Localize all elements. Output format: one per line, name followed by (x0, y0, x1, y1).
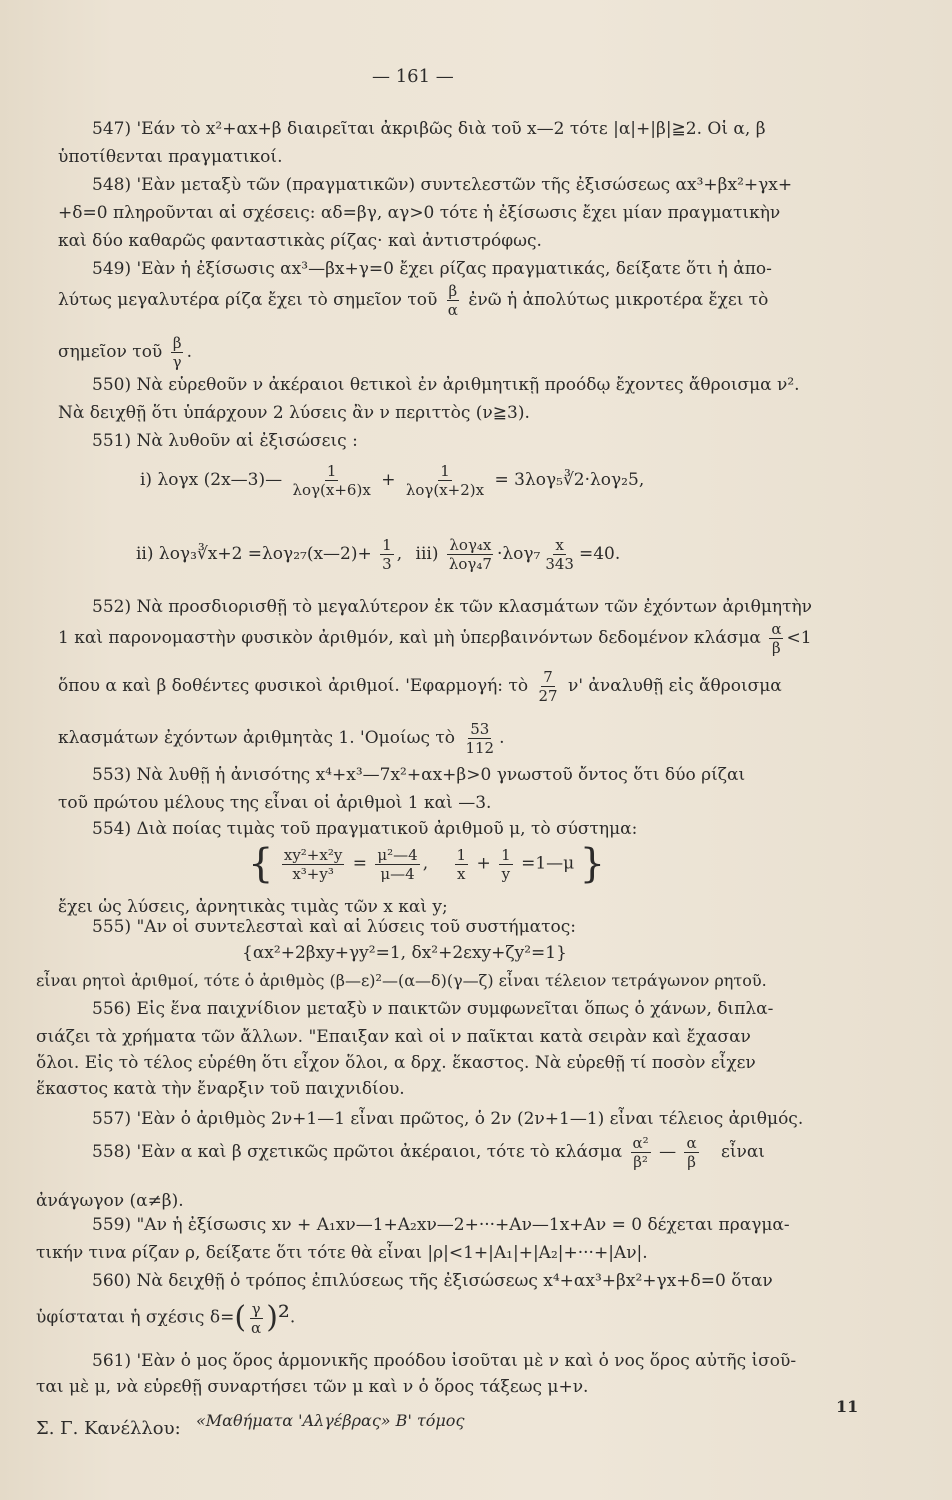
fraction: $\frac{\text{xy²+x²y}}{\text{x³+y³}}$ (283, 845, 343, 883)
fraction: $\frac{\beta}{\gamma}$ (172, 334, 182, 371)
fraction: $\frac{x}{343}$ (545, 536, 574, 573)
problem-553-line-1: 553) Νὰ λυθῇ ἡ ἀνισότης x⁴+x³—7x²+αx+β>0 γνωστοῦ ὄντος ὅτι δύο ρίζαι (92, 765, 746, 785)
footer-author: Σ. Γ. Κανέλλου: (36, 1418, 181, 1439)
problem-554-line-2: ἔχει ὡς λύσεις, ἀρνητικὰς τιμὰς τῶν x καὶ y; (58, 897, 448, 917)
problem-548-line-2: +δ=0 πληροῦνται αἱ σχέσεις: αδ=βγ, αγ>0 τότε ἡ ἐξίσωσις ἔχει μίαν πραγματικὴν (58, 203, 781, 223)
problem-560-line-2: ὑφίσταται ἡ σχέσις δ=( $\frac{\gamma}{\alpha}$ )². (36, 1299, 296, 1337)
problem-552-line-3: ὅπου α καὶ β δοθέντες φυσικοὶ ἀριθμοί. 'Εφαρμογή: τὸ $\frac{7}{27}$ ν' ἀναλυθῇ εἰς ἄθροισμα (58, 668, 782, 705)
fraction: $\frac{1}{\text{λογ(x+2)x}}$ (405, 462, 485, 499)
problem-551-eq-i: i) λογx (2x—3)— $\frac{1}{\text{λογ(x+6)x}}$ + $\frac{1}{\text{λογ(x+2)x}}$ = 3λογ₅∛2·λογ₂5, (140, 462, 645, 499)
problem-549-line-1: 549) 'Εὰν ἡ ἐξίσωσις αx³—βx+γ=0 ἔχει ρίζας πραγματικάς, δείξατε ὅτι ἡ ἀπο- (92, 259, 772, 279)
fraction: $\frac{1}{x}$ (456, 845, 467, 883)
problem-550-line-2: Νὰ δειχθῇ ὅτι ὑπάρχουν 2 λύσεις ἂν ν περιττὸς (ν≧3). (58, 403, 530, 423)
fraction: $\frac{\text{α²}}{\text{β²}}$ (632, 1134, 649, 1171)
fraction: $\frac{53}{112}$ (465, 720, 495, 757)
problem-553-line-2: τοῦ πρώτου μέλους της εἶναι οἱ ἀριθμοὶ 1 καὶ —3. (58, 793, 492, 813)
problem-561-line-2: ται μὲ μ, νὰ εὑρεθῇ συναρτήσει τῶν μ καὶ ν ὁ ὅρος τάξεως μ+ν. (36, 1377, 589, 1397)
problem-549-line-3: σημεῖον τοῦ $\frac{\beta}{\gamma}$ . (58, 334, 193, 371)
page-number: 11 (836, 1397, 859, 1416)
fraction: $\frac{1}{3}$ (382, 536, 392, 573)
problem-561-line-1: 561) 'Εὰν ὁ μος ὅρος ἁρμονικῆς προόδου ἰσοῦται μὲ ν καὶ ὁ νος ὅρος αὐτῆς ἰσοῦ- (92, 1351, 797, 1371)
problem-549-line-2 (58, 282, 768, 319)
problem-554-line-1: 554) Διὰ ποίας τιμὰς τοῦ πραγματικοῦ ἀριθμοῦ μ, τὸ σύστημα: (92, 819, 638, 839)
problem-557: 557) 'Εὰν ὁ ἀριθμὸς 2ν+1—1 εἶναι πρῶτος, ὁ 2ν (2ν+1—1) εἶναι τέλειος ἀριθμός. (92, 1109, 804, 1129)
fraction: $\frac{\beta}{\alpha}$ (447, 282, 458, 319)
problem-547-line-2: ὑποτίθενται πραγματικοί. (58, 147, 283, 167)
problem-556-line-1: 556) Εἰς ἕνα παιχνίδιον μεταξὺ ν παικτῶν συμφωνεῖται ὅπως ὁ χάνων, διπλα- (92, 999, 774, 1019)
fraction: $\frac{\alpha}{\beta}$ (771, 620, 782, 657)
problem-552-line-1: 552) Νὰ προσδιορισθῇ τὸ μεγαλύτερον ἐκ τῶν κλασμάτων τῶν ἐχόντων ἀριθμητὴν (92, 597, 813, 617)
fraction: $\frac{7}{27}$ (538, 668, 558, 705)
problem-559-line-2: τικήν τινα ρίζαν ρ, δείξατε ὅτι τότε θὰ εἶναι |ρ|<1+|A₁|+|A₂|+···+|Aν|. (36, 1243, 648, 1263)
problem-548-line-3: καὶ δύο καθαρῶς φανταστικὰς ρίζας· καὶ ἀντιστρόφως. (58, 231, 542, 251)
problem-556-line-3: ὅλοι. Εἰς τὸ τέλος εὑρέθη ὅτι εἶχον ὅλοι, α δρχ. ἕκαστος. Νὰ εὑρεθῇ τί ποσὸν εἶχεν (36, 1053, 756, 1073)
page-header: — 161 — (372, 66, 454, 87)
text: ἐνῶ ἡ ἀπολύτως μικροτέρα ἔχει τὸ (468, 290, 769, 310)
problem-554-system: { $\frac{\text{xy²+x²y}}{\text{x³+y³}}$ = $\frac{\text{μ²—4}}{\mu—4}$ , $\frac{1}{x}$ + $\frac{1}{y}$ =1—μ } (248, 841, 606, 887)
problem-552-line-2: 1 καὶ παρονομαστὴν φυσικὸν ἀριθμόν, καὶ μὴ ὑπερβαινόντων δεδομένον κλάσμα $\frac{\alpha}{\beta}$ <1 (58, 620, 812, 657)
problem-555-line-1: 555) "Αν οἱ συντελεσταὶ καὶ αἱ λύσεις τοῦ συστήματος: (92, 917, 577, 937)
problem-555-system: {αx²+2βxy+γy²=1, δx²+2εxy+ζy²=1} (242, 943, 567, 963)
problem-548-line-1: 548) 'Εὰν μεταξὺ τῶν (πραγματικῶν) συντελεστῶν τῆς ἐξισώσεως αx³+βx²+γx+ (92, 175, 793, 195)
problem-551-eq-ii-iii: ii) λογ₃∛x+2 =λογ₂₇(x—2)+ $\frac{1}{3}$ , iii) $\frac{\text{λογ₄x}}{\text{λογ₄7}}$ ·λογ₇ $\frac{x}{343}$ =40. (136, 536, 621, 573)
fraction: $\frac{\text{μ²—4}}{\mu—4}$ (377, 845, 418, 883)
fraction: $\frac{1}{\text{λογ(x+6)x}}$ (292, 462, 371, 499)
fraction: $\frac{\text{λογ₄x}}{\text{λογ₄7}}$ (448, 536, 492, 573)
problem-560-line-1: 560) Νὰ δειχθῇ ὁ τρόπος ἐπιλύσεως τῆς ἐξισώσεως x⁴+αx³+βx²+γx+δ=0 ὅταν (92, 1271, 773, 1291)
footer-title: «Μαθήματα 'Αλγέβρας» Β' τόμος (196, 1411, 465, 1430)
problem-551-header: 551) Νὰ λυθοῦν αἱ ἐξισώσεις : (92, 431, 358, 451)
problem-558-line-1: 558) 'Εὰν α καὶ β σχετικῶς πρῶτοι ἀκέραιοι, τότε τὸ κλάσμα $\frac{\text{α²}}{\text{β²}}$ — $\frac{\alpha}{\beta}$ εἶναι (92, 1134, 765, 1171)
problem-558-line-2: ἀνάγωγον (α≠β). (36, 1191, 184, 1211)
text: σημεῖον τοῦ (58, 342, 163, 362)
problem-556-line-4: ἕκαστος κατὰ τὴν ἔναρξιν τοῦ παιχνιδίου. (36, 1079, 405, 1099)
fraction: $\frac{1}{y}$ (501, 845, 511, 883)
fraction: $\frac{\alpha}{\beta}$ (686, 1134, 697, 1171)
problem-556-line-2: σιάζει τὰ χρήματα τῶν ἄλλων. "Επαιξαν καὶ οἱ ν παῖκται κατὰ σειρὰν καὶ ἔχασαν (36, 1027, 751, 1047)
fraction: $\frac{\gamma}{\alpha}$ (251, 1299, 262, 1337)
problem-559-line-1: 559) "Αν ἡ ἐξίσωσις xν + A₁xν—1+A₂xν—2+···+Aν—1x+Aν = 0 δέχεται πραγμα- (92, 1215, 790, 1235)
problem-552-line-4: κλασμάτων ἐχόντων ἀριθμητὰς 1. 'Ομοίως τὸ $\frac{53}{112}$ . (58, 720, 505, 757)
problem-547-line-1: 547) 'Εάν τὸ x²+αx+β διαιρεῖται ἀκριβῶς διὰ τοῦ x—2 τότε |α|+|β|≧2. Οἱ α, β (92, 119, 766, 139)
text: λύτως μεγαλυτέρα ρίζα ἔχει τὸ σημεῖον τοῦ (58, 290, 438, 310)
problem-550-line-1: 550) Νὰ εὑρεθοῦν ν ἀκέραιοι θετικοὶ ἐν ἀριθμητικῇ προόδῳ ἔχοντες ἄθροισμα ν². (92, 375, 800, 395)
problem-555-line-2: εἶναι ρητοὶ ἀριθμοί, τότε ὁ ἀριθμὸς (β—ε)²—(α—δ)(γ—ζ) εἶναι τέλειον τετράγωνον ρητοῦ. (36, 971, 767, 990)
